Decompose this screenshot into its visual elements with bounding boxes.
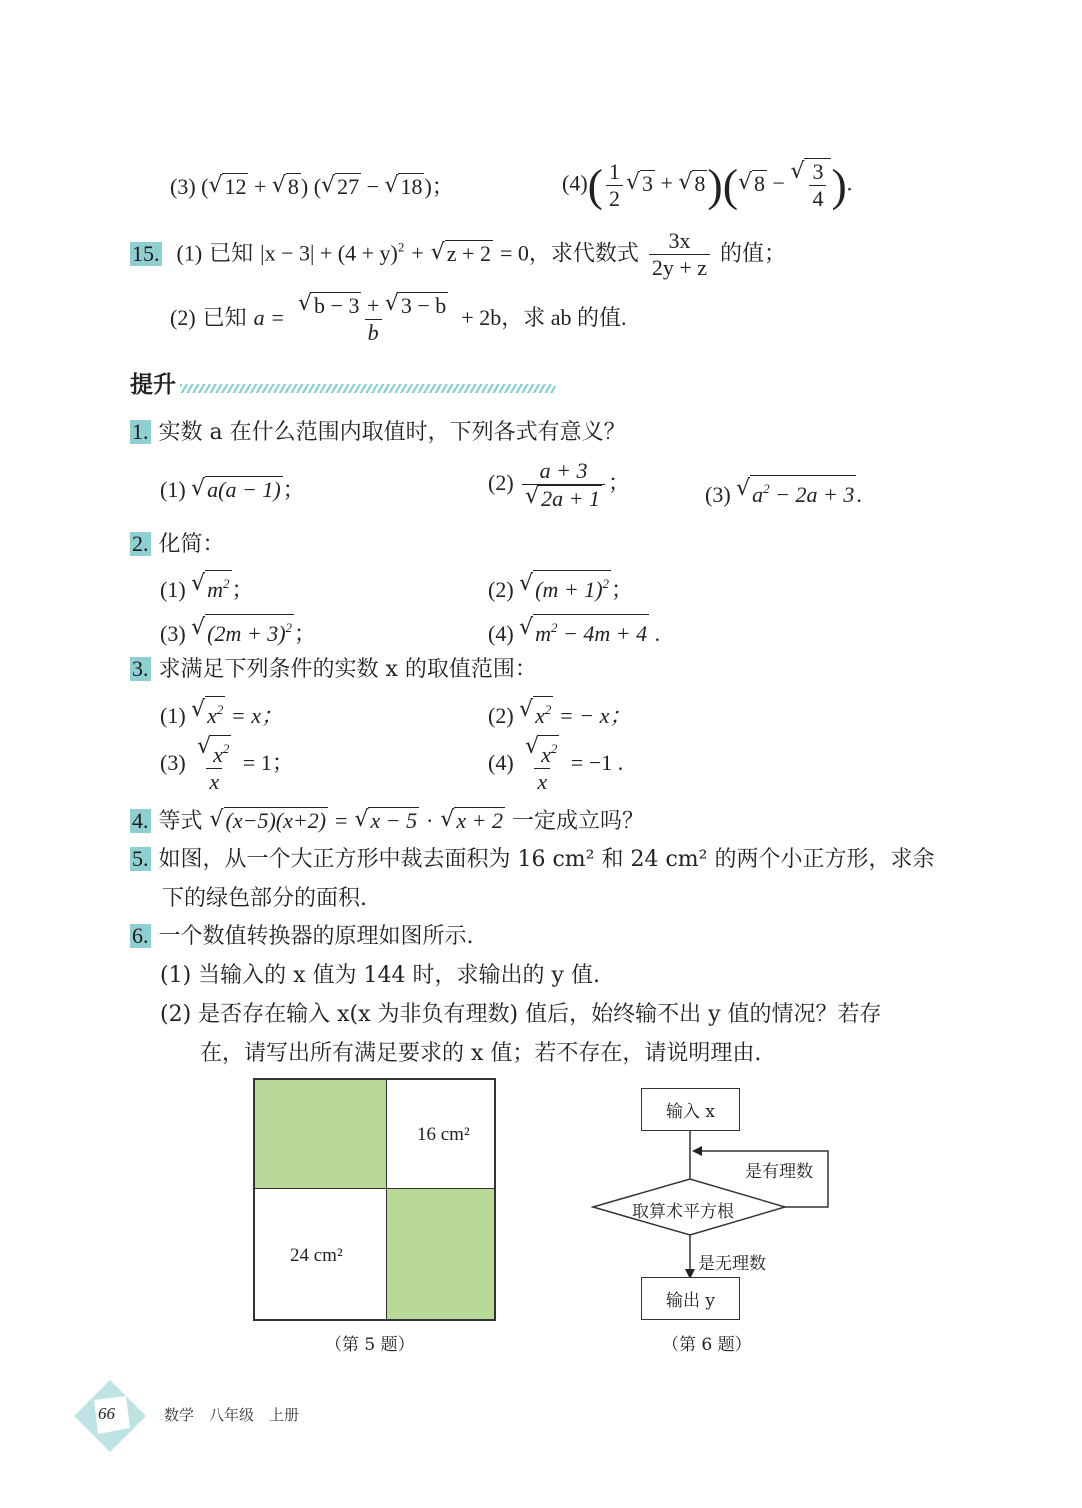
problem-15-part2 [170, 292, 626, 346]
root: √ 8 [738, 169, 767, 199]
question-4: 4. 等式 √ (x−5)(x+2) = √ x − 5 · √ x + 2 一定成立吗？ [130, 806, 644, 837]
problem-number-badge: 3. [132, 656, 149, 681]
root: √ 3 [626, 169, 655, 199]
figure-6-caption: （第 6 题） [662, 1335, 752, 1355]
math: + [411, 240, 424, 266]
superscript: 2 [397, 239, 405, 255]
root: √ 18 [384, 172, 424, 202]
text: 的值； [720, 241, 787, 267]
flow-output-box: 输出 y [641, 1277, 740, 1320]
q1-item-1: (1) √ a(a − 1)； [160, 475, 305, 505]
green-region-top-left [254, 1079, 387, 1189]
fraction: √ $\frac{3}{4}$ [809, 159, 826, 212]
figure-5-square-diagram [253, 1078, 496, 1321]
math: |x − 3| + (4 + y) [260, 240, 398, 266]
q3-item-1: (1) √ $x^2 = x$； [160, 696, 283, 731]
root [790, 158, 831, 212]
q3-item-3: (3) √ $\frac{x^2}{x}$ = 1； [160, 735, 294, 795]
item-label: (2) [170, 305, 196, 330]
question-text: 实数 a 在什么范围内取值时，下列各式有意义？ [158, 420, 626, 445]
question-5 [130, 845, 934, 875]
q2-item-1: (1) √ $m^2$； [160, 570, 254, 605]
root: √ 8 [678, 169, 707, 199]
flow-process-label: 取算术平方根 [632, 1202, 734, 1222]
question-text: 等式 [158, 809, 203, 834]
fraction: $\frac{3x}{2y + z}$ [649, 228, 710, 281]
question-text: 如图，从一个大正方形中裁去面积为 16 cm² 和 24 cm² 的两个小正方形，求余 [158, 847, 935, 872]
book-title: 数学 八年级 上册 [164, 1406, 300, 1424]
problem-number-badge: 15. [132, 240, 160, 266]
prev-item-4: (4)( $\frac{1}{2}$ √ 3 + √ 8)(√ 8 − √ $\frac{3}{4}$ ). [562, 158, 852, 212]
problem-number-badge: 2. [132, 531, 149, 556]
q1-item-3: (3) √ $a^2 - 2a + 3$. [705, 475, 862, 510]
green-region-bottom-right [386, 1188, 495, 1320]
text: 已知 [209, 241, 254, 267]
problem-number-badge: 1. [132, 419, 149, 444]
large-square-24 [254, 1188, 387, 1320]
question-3 [130, 655, 537, 685]
problem-15-part1 [130, 228, 786, 281]
root: √ 12 [208, 172, 248, 202]
q2-item-2: (2) √ $(m + 1)^2$； [488, 570, 633, 605]
q3-item-4: (4) √ $\frac{x^2}{x}$ = −1 . [488, 735, 623, 795]
loop-arrow-head [692, 1146, 702, 1156]
flow-exit-label: 是无理数 [698, 1254, 766, 1274]
label-16cm2: 16 cm² [417, 1124, 470, 1145]
item-label: (4) [562, 170, 588, 196]
question-6-part2: (2) 是否存在输入 x(x 为非负有理数) 值后，始终输不出 y 值的情况？若存 [160, 1002, 882, 1027]
q2-item-4: (4) √ $m^2 - 4m + 4$ . [488, 614, 660, 649]
item-label: (1) [176, 240, 203, 266]
text: 已知 [202, 306, 247, 331]
flow-loop-label: 是有理数 [745, 1162, 813, 1182]
question-text: 求满足下列条件的实数 x 的取值范围： [158, 657, 537, 682]
fraction: $\frac{1}{2}$ [606, 159, 623, 212]
question-6-part2-line2: 在，请写出所有满足要求的 x 值；若不存在，请说明理由. [200, 1041, 762, 1066]
figure-5-caption: （第 5 题） [325, 1335, 415, 1355]
problem-number-badge: 5. [132, 846, 149, 871]
math: a = [253, 305, 286, 330]
question-text: 化简： [158, 532, 225, 557]
small-square-16 [386, 1079, 495, 1189]
question-6-part1: (1) 当输入的 x 值为 144 时，求输出的 y 值. [160, 963, 600, 988]
problem-number-badge: 4. [132, 808, 149, 833]
q2-item-3: (3) √ $(2m + 3)^2$； [160, 614, 316, 649]
q3-item-2: (2) √ $x^2$ = − x； [488, 696, 631, 731]
question-5-line2: 下的绿色部分的面积. [162, 886, 367, 911]
problem-number-badge: 6. [132, 923, 149, 948]
flow-input-box: 输入 x [641, 1088, 740, 1131]
question-1 [130, 418, 626, 448]
section-title: 提升 [130, 372, 176, 398]
text: + 2b，求 ab 的值. [461, 305, 627, 330]
fraction: √ $\frac{b - 3 + √ 3 - b}{b}$ [295, 292, 451, 346]
item-label: (3) [170, 174, 196, 199]
q1-item-2: (2) a + 3 √ 2a + 1 ； [488, 458, 630, 512]
root: √ 27 [321, 172, 361, 202]
section-hatch-divider [180, 384, 555, 393]
text: = 0，求代数式 [499, 240, 639, 266]
question-6 [130, 922, 474, 952]
root: √ 8 [272, 172, 301, 202]
question-2 [130, 530, 225, 560]
label-24cm2: 24 cm² [290, 1245, 343, 1266]
question-text: 一个数值转换器的原理如图所示. [158, 924, 474, 949]
root: √ z + 2 [431, 239, 493, 269]
page-number: 66 [98, 1404, 115, 1423]
prev-item-3: (3) (√ 12 + √ 8) (√ 27 − √ 18)； [170, 172, 454, 202]
